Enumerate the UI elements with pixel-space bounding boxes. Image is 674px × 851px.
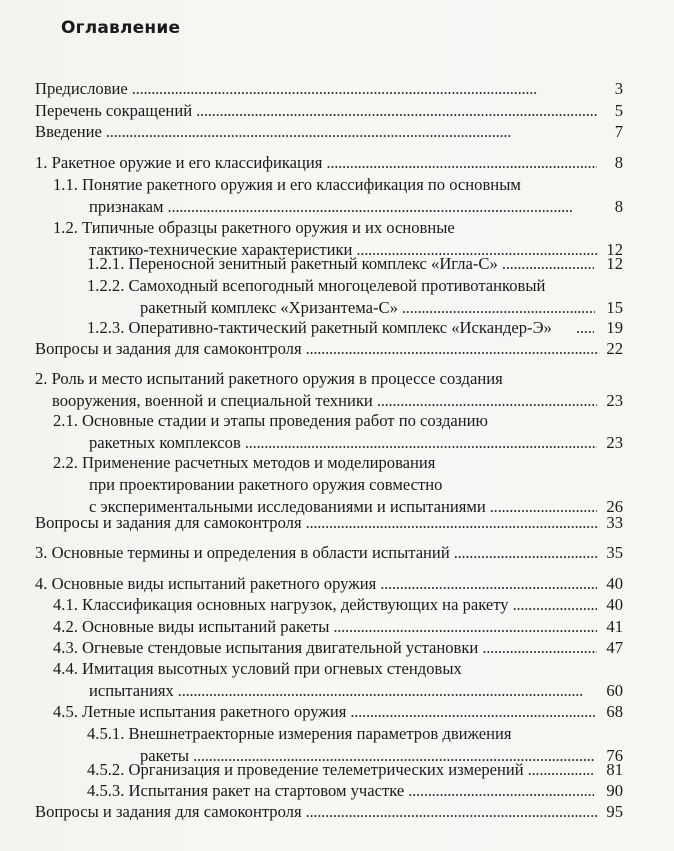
toc-entry-abbreviations[interactable] bbox=[35, 100, 623, 122]
toc-entry-title: 4.3. Огневые стендовые испытания двигательной установки bbox=[53, 638, 479, 657]
toc-page-number: 7 bbox=[614, 122, 623, 141]
toc-entry-title: 1.1. Понятие ракетного оружия и его классификация по основным bbox=[53, 175, 521, 194]
toc-entry-section-1-2-2[interactable] bbox=[87, 275, 623, 319]
toc-entry-title: Вопросы и задания для самоконтроля bbox=[35, 339, 302, 358]
toc-entry-chapter-3[interactable] bbox=[35, 542, 623, 564]
toc-page-number: 95 bbox=[606, 802, 623, 821]
toc-page-number: 8 bbox=[614, 153, 623, 172]
toc-entry-section-4-3[interactable] bbox=[53, 637, 623, 659]
toc-entry-section-1-1[interactable] bbox=[53, 174, 623, 218]
toc-entry-section-4-1[interactable] bbox=[53, 594, 623, 616]
toc-entry-section-4-5-3[interactable] bbox=[87, 780, 623, 802]
toc-entry-title: 4.2. Основные виды испытаний ракеты bbox=[53, 617, 330, 636]
dot-leader bbox=[196, 100, 597, 122]
toc-entry-title: 4.5.1. Внешнетраекторные измерения параметров движения bbox=[87, 724, 512, 743]
toc-entry-title-continued: ракетный комплекс «Хризантема-С» bbox=[140, 298, 398, 317]
toc-entry-title: 2.1. Основные стадии и этапы проведения работ по созданию bbox=[53, 411, 488, 430]
toc-page-number: 40 bbox=[606, 574, 623, 593]
toc-entry-title-continued: испытаниях bbox=[89, 681, 174, 700]
toc-entry-title: 1.2.2. Самоходный всепогодный многоцелевой противотанковый bbox=[87, 276, 546, 295]
toc-entry-title-continued: ракеты bbox=[140, 746, 190, 765]
dot-leader bbox=[306, 512, 597, 534]
toc-page-number: 23 bbox=[606, 433, 623, 452]
dot-leader bbox=[333, 616, 597, 638]
dot-leader bbox=[502, 253, 594, 275]
toc-entry-chapter-2[interactable] bbox=[35, 368, 623, 412]
dot-leader bbox=[513, 594, 597, 616]
dot-leader bbox=[454, 542, 597, 564]
toc-entry-title: 1. Ракетное оружие и его классификация bbox=[35, 153, 323, 172]
toc-entry-title: 3. Основные термины и определения в области испытаний bbox=[35, 543, 450, 562]
toc-entry-title-continued: тактико-технические характеристики bbox=[89, 240, 353, 259]
toc-entry-title: 2. Роль и место испытаний ракетного оружия в процессе создания bbox=[35, 369, 503, 388]
dot-leader bbox=[377, 390, 597, 412]
toc-entry-review-questions-4[interactable] bbox=[35, 801, 623, 823]
toc-page-number: 33 bbox=[606, 513, 623, 532]
toc-page-number: 35 bbox=[606, 543, 623, 562]
dot-leader bbox=[178, 680, 597, 702]
toc-page-number: 60 bbox=[606, 681, 623, 700]
toc-entry-title: 4. Основные виды испытаний ракетного оружия bbox=[35, 574, 377, 593]
toc-entry-title: Вопросы и задания для самоконтроля bbox=[35, 513, 302, 532]
toc-page-number: 47 bbox=[606, 638, 623, 657]
toc-entry-section-4-2[interactable] bbox=[53, 616, 623, 638]
toc-entry-review-questions-1[interactable] bbox=[35, 338, 623, 360]
toc-page-number: 15 bbox=[606, 298, 623, 317]
toc-entry-title-continued: с экспериментальными исследованиями и испытаниями bbox=[89, 497, 486, 516]
toc-entry-chapter-1[interactable] bbox=[35, 152, 623, 174]
toc-entry-title: Предисловие bbox=[35, 79, 128, 98]
dot-leader bbox=[245, 432, 597, 454]
toc-page-number: 41 bbox=[606, 617, 623, 636]
toc-entry-title: Вопросы и задания для самоконтроля bbox=[35, 802, 302, 821]
toc-entry-title-continued: ракетных комплексов bbox=[89, 433, 241, 452]
toc-entry-title: 4.4. Имитация высотных условий при огневых стендовых bbox=[53, 659, 462, 678]
dot-leader bbox=[408, 780, 594, 802]
toc-entry-review-questions-2[interactable] bbox=[35, 512, 623, 534]
toc-entry-section-4-5[interactable] bbox=[53, 701, 623, 723]
toc-entry-title-continued: вооружения, военной и специальной техники bbox=[52, 391, 373, 410]
toc-entry-section-4-5-2[interactable] bbox=[87, 759, 623, 781]
dot-leader bbox=[576, 317, 594, 339]
page-title: Оглавление bbox=[61, 18, 181, 38]
toc-entry-section-2-1[interactable] bbox=[53, 410, 623, 454]
toc-entry-title: 4.5. Летные испытания ракетного оружия bbox=[53, 702, 347, 721]
dot-leader bbox=[350, 701, 597, 723]
toc-entry-section-2-2[interactable] bbox=[53, 452, 623, 518]
dot-leader bbox=[132, 78, 597, 100]
toc-page-number: 81 bbox=[606, 760, 623, 779]
toc-entry-title-continued: признакам bbox=[89, 197, 164, 216]
toc-entry-preface[interactable] bbox=[35, 78, 623, 100]
dot-leader bbox=[168, 196, 597, 218]
toc-page-number: 76 bbox=[606, 746, 623, 765]
toc-entry-title: 4.5.3. Испытания ракет на стартовом участке bbox=[87, 781, 405, 800]
dot-leader bbox=[482, 637, 597, 659]
toc-page-number: 22 bbox=[606, 339, 623, 358]
toc-entry-title: Перечень сокращений bbox=[35, 101, 193, 120]
dot-leader bbox=[528, 759, 594, 781]
dot-leader bbox=[306, 801, 597, 823]
toc-entry-introduction[interactable] bbox=[35, 121, 623, 143]
toc-page-number: 12 bbox=[606, 240, 623, 259]
toc-entry-section-1-2-1[interactable] bbox=[87, 253, 623, 275]
dot-leader bbox=[306, 338, 597, 360]
toc-entry-title: Введение bbox=[35, 122, 102, 141]
toc-page-number: 19 bbox=[606, 318, 623, 337]
toc-page-number: 8 bbox=[614, 197, 623, 216]
toc-page-number: 90 bbox=[606, 781, 623, 800]
toc-entry-section-1-2-3[interactable] bbox=[87, 317, 623, 339]
toc-entry-title: 1.2. Типичные образцы ракетного оружия и их основные bbox=[53, 218, 455, 237]
dot-leader bbox=[326, 152, 597, 174]
dot-leader bbox=[402, 297, 595, 319]
toc-page-number: 5 bbox=[614, 101, 623, 120]
toc-entry-title: 1.2.1. Переносной зенитный ракетный комплекс «Игла-С» bbox=[87, 254, 498, 273]
toc-page-number: 3 bbox=[614, 79, 623, 98]
toc-entry-title: 1.2.3. Оперативно-тактический ракетный комплекс «Искандер-Э» bbox=[87, 318, 552, 337]
dot-leader bbox=[380, 573, 597, 595]
toc-entry-title-continued: при проектировании ракетного оружия совместно bbox=[89, 475, 443, 494]
toc-page-number: 12 bbox=[606, 254, 623, 273]
toc-entry-title: 2.2. Применение расчетных методов и моделирования bbox=[53, 453, 436, 472]
toc-page-number: 68 bbox=[606, 702, 623, 721]
toc-page-number: 40 bbox=[606, 595, 623, 614]
toc-page-number: 26 bbox=[606, 497, 623, 516]
toc-page-number: 23 bbox=[606, 391, 623, 410]
toc-entry-title: 4.1. Классификация основных нагрузок, действующих на ракету bbox=[53, 595, 509, 614]
dot-leader bbox=[106, 121, 597, 143]
toc-entry-section-4-4[interactable] bbox=[53, 658, 623, 702]
toc-entry-title: 4.5.2. Организация и проведение телеметрических измерений bbox=[87, 760, 524, 779]
toc-entry-chapter-4[interactable] bbox=[35, 573, 623, 595]
